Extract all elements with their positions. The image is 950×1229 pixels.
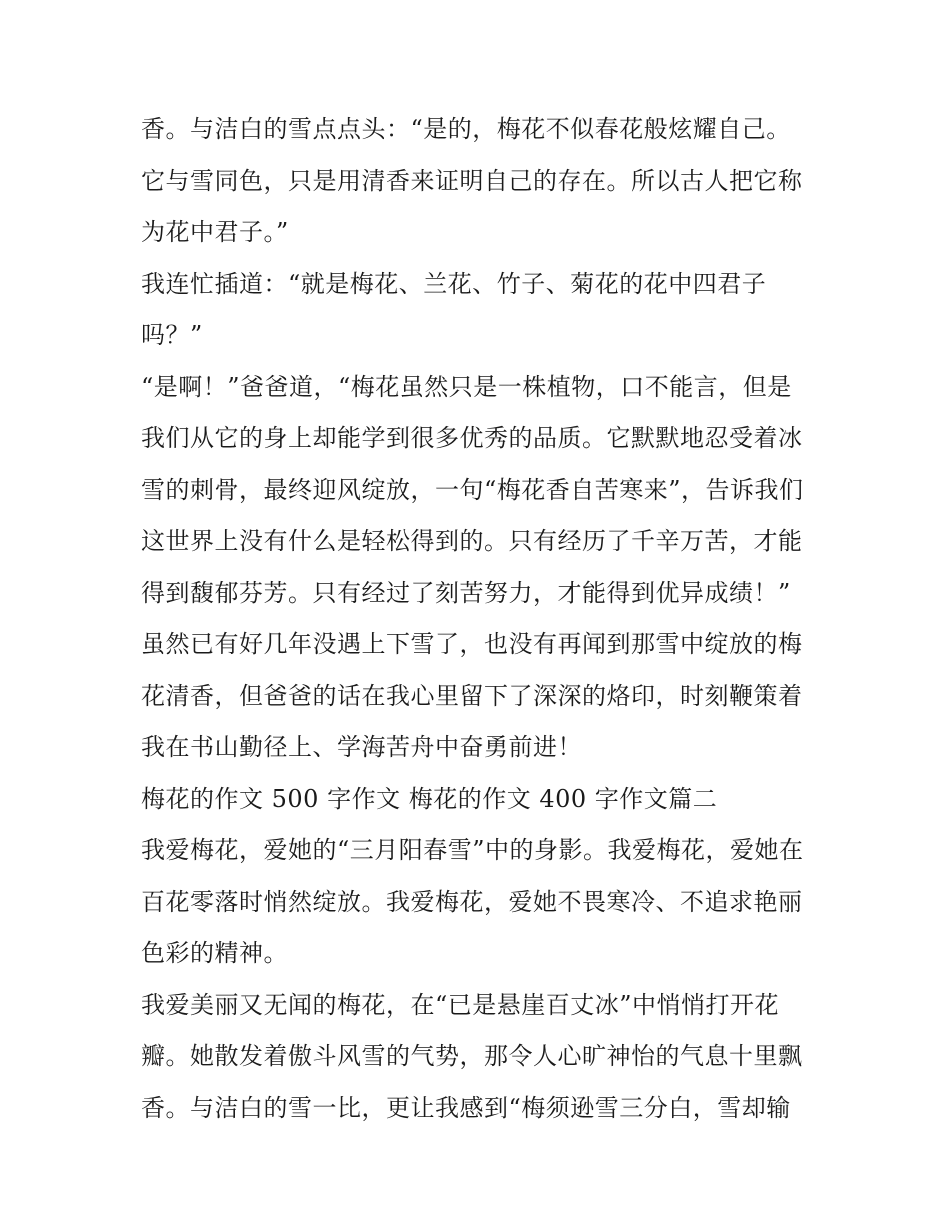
text-line: 吗？” bbox=[141, 321, 203, 349]
text-line: 香。与洁白的雪一比，更让我感到“梅须逊雪三分白，雪却输 bbox=[141, 1093, 791, 1122]
essay-text bbox=[141, 104, 831, 1134]
text-line: 花清香，但爸爸的话在我心里留下了深深的烙印，时刻鞭策着 bbox=[141, 681, 803, 710]
text-line: 它与雪同色，只是用清香来证明自己的存在。所以古人把它称 bbox=[141, 166, 803, 195]
text-line: 我在书山勤径上、学海苦舟中奋勇前进！ bbox=[141, 733, 582, 761]
text-line: 我爱美丽又无闻的梅花，在“已是悬崖百丈冰”中悄悄打开花 bbox=[141, 990, 780, 1019]
text-line: 我连忙插道：“就是梅花、兰花、竹子、菊花的花中四君子 bbox=[141, 269, 767, 298]
section-heading: 梅花的作文 500 字作文 梅花的作文 400 字作文篇二 bbox=[141, 784, 718, 813]
text-line: 色彩的精神。 bbox=[141, 939, 288, 967]
text-line: 百花零落时悄然绽放。我爱梅花，爱她不畏寒冷、不追求艳丽 bbox=[141, 887, 803, 916]
text-line: 这世界上没有什么是轻松得到的。只有经历了千辛万苦，才能 bbox=[141, 527, 803, 555]
text-line: 瓣。她散发着傲斗风雪的气势，那令人心旷神怡的气息十里飘 bbox=[141, 1042, 803, 1070]
text-line: 得到馥郁芬芳。只有经过了刻苦努力，才能得到优异成绩！” bbox=[141, 578, 791, 607]
text-line: 香。与洁白的雪点点头：“是的，梅花不似春花般炫耀自己。 bbox=[141, 115, 791, 143]
text-line: 我们从它的身上却能学到很多优秀的品质。它默默地忍受着冰 bbox=[141, 424, 803, 452]
text-line: 为花中君子。” bbox=[141, 218, 289, 246]
text-line: 我爱梅花，爱她的“三月阳春雪”中的身影。我爱梅花，爱她在 bbox=[141, 836, 804, 864]
text-line: “是啊！”爸爸道，“梅花虽然只是一株植物，口不能言，但是 bbox=[141, 372, 792, 401]
text-line: 雪的刺骨，最终迎风绽放，一句“梅花香自苦寒来”，告诉我们 bbox=[141, 475, 804, 504]
text-line: 虽然已有好几年没遇上下雪了，也没有再闻到那雪中绽放的梅 bbox=[141, 630, 803, 658]
